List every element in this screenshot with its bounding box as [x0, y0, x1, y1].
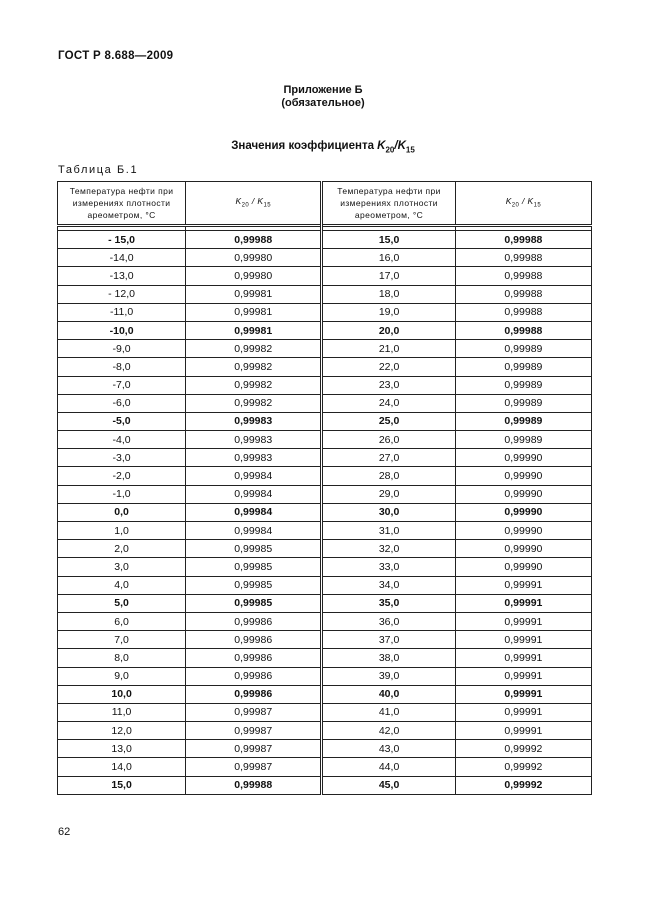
coefficient-cell: 0,99991	[455, 685, 591, 703]
temperature-cell: -8,0	[58, 358, 186, 376]
temperature-cell: 41,0	[322, 703, 456, 721]
temperature-cell: 14,0	[58, 758, 186, 776]
hdr-s1: 20	[241, 202, 250, 209]
caption-prefix: Значения коэффициента	[231, 140, 378, 152]
temperature-cell: 5,0	[58, 594, 186, 612]
temperature-cell: -9,0	[58, 340, 186, 358]
temperature-cell: -6,0	[58, 394, 186, 412]
temperature-cell: - 15,0	[58, 231, 186, 249]
header-temperature-left: Температура нефти при измерениях плотности ареометром, °С	[58, 182, 186, 226]
coefficient-cell: 0,99991	[455, 722, 591, 740]
coefficient-cell: 0,99984	[186, 503, 322, 521]
temperature-cell: 11,0	[58, 703, 186, 721]
coefficient-cell: 0,99990	[455, 503, 591, 521]
coefficient-table	[57, 181, 592, 795]
temperature-cell: 31,0	[322, 522, 456, 540]
temperature-cell: 23,0	[322, 376, 456, 394]
table-row	[58, 285, 592, 303]
temperature-cell: 12,0	[58, 722, 186, 740]
coefficient-cell: 0,99986	[186, 631, 322, 649]
caption-slash: /	[394, 140, 398, 152]
coefficient-cell: 0,99992	[455, 776, 591, 794]
table-row	[58, 612, 592, 630]
coefficient-cell: 0,99989	[455, 358, 591, 376]
hdr-k2-r: K	[527, 195, 534, 206]
temperature-cell: -1,0	[58, 485, 186, 503]
coefficient-cell: 0,99981	[186, 321, 322, 339]
coefficient-cell: 0,99986	[186, 667, 322, 685]
temperature-cell: 43,0	[322, 740, 456, 758]
hdr-slash-r: /	[519, 195, 528, 206]
temperature-cell: 37,0	[322, 631, 456, 649]
coefficient-cell: 0,99985	[186, 576, 322, 594]
temperature-cell: -7,0	[58, 376, 186, 394]
temperature-cell: -14,0	[58, 249, 186, 267]
coefficient-cell: 0,99989	[455, 431, 591, 449]
table-row	[58, 776, 592, 794]
page-number: 62	[58, 826, 71, 838]
temperature-cell: 45,0	[322, 776, 456, 794]
table-row	[58, 667, 592, 685]
temperature-cell: 34,0	[322, 576, 456, 594]
temperature-cell: 35,0	[322, 594, 456, 612]
coefficient-cell: 0,99989	[455, 376, 591, 394]
coefficient-cell: 0,99981	[186, 303, 322, 321]
table-row	[58, 231, 592, 249]
temperature-cell: 36,0	[322, 612, 456, 630]
coefficient-cell: 0,99990	[455, 485, 591, 503]
coefficient-cell: 0,99988	[455, 303, 591, 321]
temperature-cell: 42,0	[322, 722, 456, 740]
coefficient-cell: 0,99988	[455, 321, 591, 339]
table-row	[58, 740, 592, 758]
temperature-cell: 13,0	[58, 740, 186, 758]
coefficient-cell: 0,99989	[455, 394, 591, 412]
coefficient-cell: 0,99991	[455, 576, 591, 594]
table-row	[58, 249, 592, 267]
coefficient-cell: 0,99990	[455, 558, 591, 576]
table-row	[58, 412, 592, 430]
table-row	[58, 431, 592, 449]
coefficient-cell: 0,99987	[186, 722, 322, 740]
temperature-cell: -4,0	[58, 431, 186, 449]
table-row	[58, 758, 592, 776]
temperature-cell: -13,0	[58, 267, 186, 285]
coefficient-cell: 0,99991	[455, 649, 591, 667]
coefficient-cell: 0,99986	[186, 649, 322, 667]
appendix-heading	[0, 84, 646, 110]
table-row	[58, 649, 592, 667]
coefficient-cell: 0,99982	[186, 394, 322, 412]
temperature-cell: 16,0	[322, 249, 456, 267]
coefficient-cell: 0,99981	[186, 285, 322, 303]
coefficient-cell: 0,99990	[455, 467, 591, 485]
temperature-cell: 2,0	[58, 540, 186, 558]
temperature-cell: 3,0	[58, 558, 186, 576]
temperature-cell: 9,0	[58, 667, 186, 685]
table-row	[58, 358, 592, 376]
table-row	[58, 376, 592, 394]
temperature-cell: 1,0	[58, 522, 186, 540]
table-row	[58, 594, 592, 612]
coefficient-cell: 0,99986	[186, 685, 322, 703]
coefficient-cell: 0,99991	[455, 594, 591, 612]
temperature-cell: 38,0	[322, 649, 456, 667]
temperature-cell: 21,0	[322, 340, 456, 358]
coefficient-cell: 0,99984	[186, 467, 322, 485]
coefficient-cell: 0,99989	[455, 340, 591, 358]
caption-k1: K	[377, 140, 386, 152]
temperature-cell: 32,0	[322, 540, 456, 558]
coefficient-cell: 0,99980	[186, 249, 322, 267]
temperature-cell: -2,0	[58, 467, 186, 485]
document-header: ГОСТ Р 8.688—2009	[58, 50, 174, 62]
temperature-cell: -10,0	[58, 321, 186, 339]
temperature-cell: 7,0	[58, 631, 186, 649]
coefficient-cell: 0,99980	[186, 267, 322, 285]
table-row	[58, 685, 592, 703]
coefficient-cell: 0,99991	[455, 703, 591, 721]
hdr-s1-r: 20	[511, 202, 520, 209]
coefficient-cell: 0,99983	[186, 431, 322, 449]
temperature-cell: 10,0	[58, 685, 186, 703]
temperature-cell: 39,0	[322, 667, 456, 685]
coefficient-cell: 0,99988	[186, 776, 322, 794]
temperature-cell: 17,0	[322, 267, 456, 285]
coefficient-cell: 0,99982	[186, 358, 322, 376]
table-row	[58, 267, 592, 285]
temperature-cell: 29,0	[322, 485, 456, 503]
coefficient-cell: 0,99983	[186, 412, 322, 430]
caption-sub1: 20	[385, 145, 395, 155]
hdr-s2-r: 15	[533, 202, 542, 209]
caption-k2: K	[397, 140, 406, 152]
coefficient-cell: 0,99992	[455, 758, 591, 776]
coefficient-cell: 0,99989	[455, 412, 591, 430]
appendix-subtitle: (обязательное)	[281, 97, 365, 109]
caption-sub2: 15	[405, 145, 415, 155]
coefficient-cell: 0,99991	[455, 631, 591, 649]
hdr-k1-r: K	[505, 195, 512, 206]
temperature-cell: 20,0	[322, 321, 456, 339]
temperature-cell: 4,0	[58, 576, 186, 594]
temperature-cell: 15,0	[322, 231, 456, 249]
table-row	[58, 340, 592, 358]
table-header-row	[58, 182, 592, 226]
header-coefficient-right	[455, 182, 591, 226]
table-row	[58, 722, 592, 740]
coefficient-cell: 0,99987	[186, 740, 322, 758]
temperature-cell: 30,0	[322, 503, 456, 521]
temperature-cell: 44,0	[322, 758, 456, 776]
coefficient-cell: 0,99986	[186, 612, 322, 630]
coefficient-cell: 0,99991	[455, 612, 591, 630]
coefficient-cell: 0,99988	[455, 267, 591, 285]
coefficient-cell: 0,99990	[455, 522, 591, 540]
temperature-cell: -11,0	[58, 303, 186, 321]
coefficient-cell: 0,99987	[186, 758, 322, 776]
coefficient-cell: 0,99983	[186, 449, 322, 467]
temperature-cell: 33,0	[322, 558, 456, 576]
hdr-s2: 15	[263, 202, 271, 209]
temperature-cell: 0,0	[58, 503, 186, 521]
temperature-cell: 25,0	[322, 412, 456, 430]
table-row	[58, 503, 592, 521]
coefficient-cell: 0,99990	[455, 540, 591, 558]
coefficient-cell: 0,99988	[455, 285, 591, 303]
temperature-cell: -5,0	[58, 412, 186, 430]
table-row	[58, 703, 592, 721]
table-row	[58, 449, 592, 467]
appendix-title: Приложение Б	[283, 84, 363, 96]
temperature-cell: - 12,0	[58, 285, 186, 303]
coefficient-cell: 0,99984	[186, 522, 322, 540]
temperature-cell: 24,0	[322, 394, 456, 412]
table-caption	[0, 140, 646, 154]
temperature-cell: 26,0	[322, 431, 456, 449]
table-row	[58, 522, 592, 540]
table-row	[58, 467, 592, 485]
temperature-cell: 28,0	[322, 467, 456, 485]
table-row	[58, 631, 592, 649]
temperature-cell: 18,0	[322, 285, 456, 303]
header-temperature-right: Температура нефти при измерениях плотности ареометром, °С	[322, 182, 456, 226]
coefficient-cell: 0,99982	[186, 376, 322, 394]
coefficient-cell: 0,99988	[186, 231, 322, 249]
coefficient-cell: 0,99988	[455, 249, 591, 267]
table-row	[58, 303, 592, 321]
temperature-cell: 22,0	[322, 358, 456, 376]
hdr-k1: K	[235, 195, 242, 206]
table-row	[58, 576, 592, 594]
coefficient-cell: 0,99985	[186, 540, 322, 558]
coefficient-cell: 0,99982	[186, 340, 322, 358]
temperature-cell: 6,0	[58, 612, 186, 630]
coefficient-cell: 0,99992	[455, 740, 591, 758]
table-row	[58, 394, 592, 412]
table-row	[58, 540, 592, 558]
coefficient-cell: 0,99988	[455, 231, 591, 249]
temperature-cell: -3,0	[58, 449, 186, 467]
hdr-k2: K	[257, 195, 264, 206]
header-coefficient-left	[186, 182, 322, 226]
table-row	[58, 485, 592, 503]
table-label: Таблица Б.1	[58, 164, 139, 176]
temperature-cell: 15,0	[58, 776, 186, 794]
temperature-cell: 19,0	[322, 303, 456, 321]
coefficient-cell: 0,99985	[186, 594, 322, 612]
coefficient-cell: 0,99991	[455, 667, 591, 685]
table-row	[58, 321, 592, 339]
coefficient-cell: 0,99987	[186, 703, 322, 721]
hdr-slash: /	[249, 195, 258, 206]
coefficient-cell: 0,99984	[186, 485, 322, 503]
temperature-cell: 8,0	[58, 649, 186, 667]
temperature-cell: 40,0	[322, 685, 456, 703]
table-row	[58, 558, 592, 576]
coefficient-cell: 0,99990	[455, 449, 591, 467]
temperature-cell: 27,0	[322, 449, 456, 467]
coefficient-cell: 0,99985	[186, 558, 322, 576]
